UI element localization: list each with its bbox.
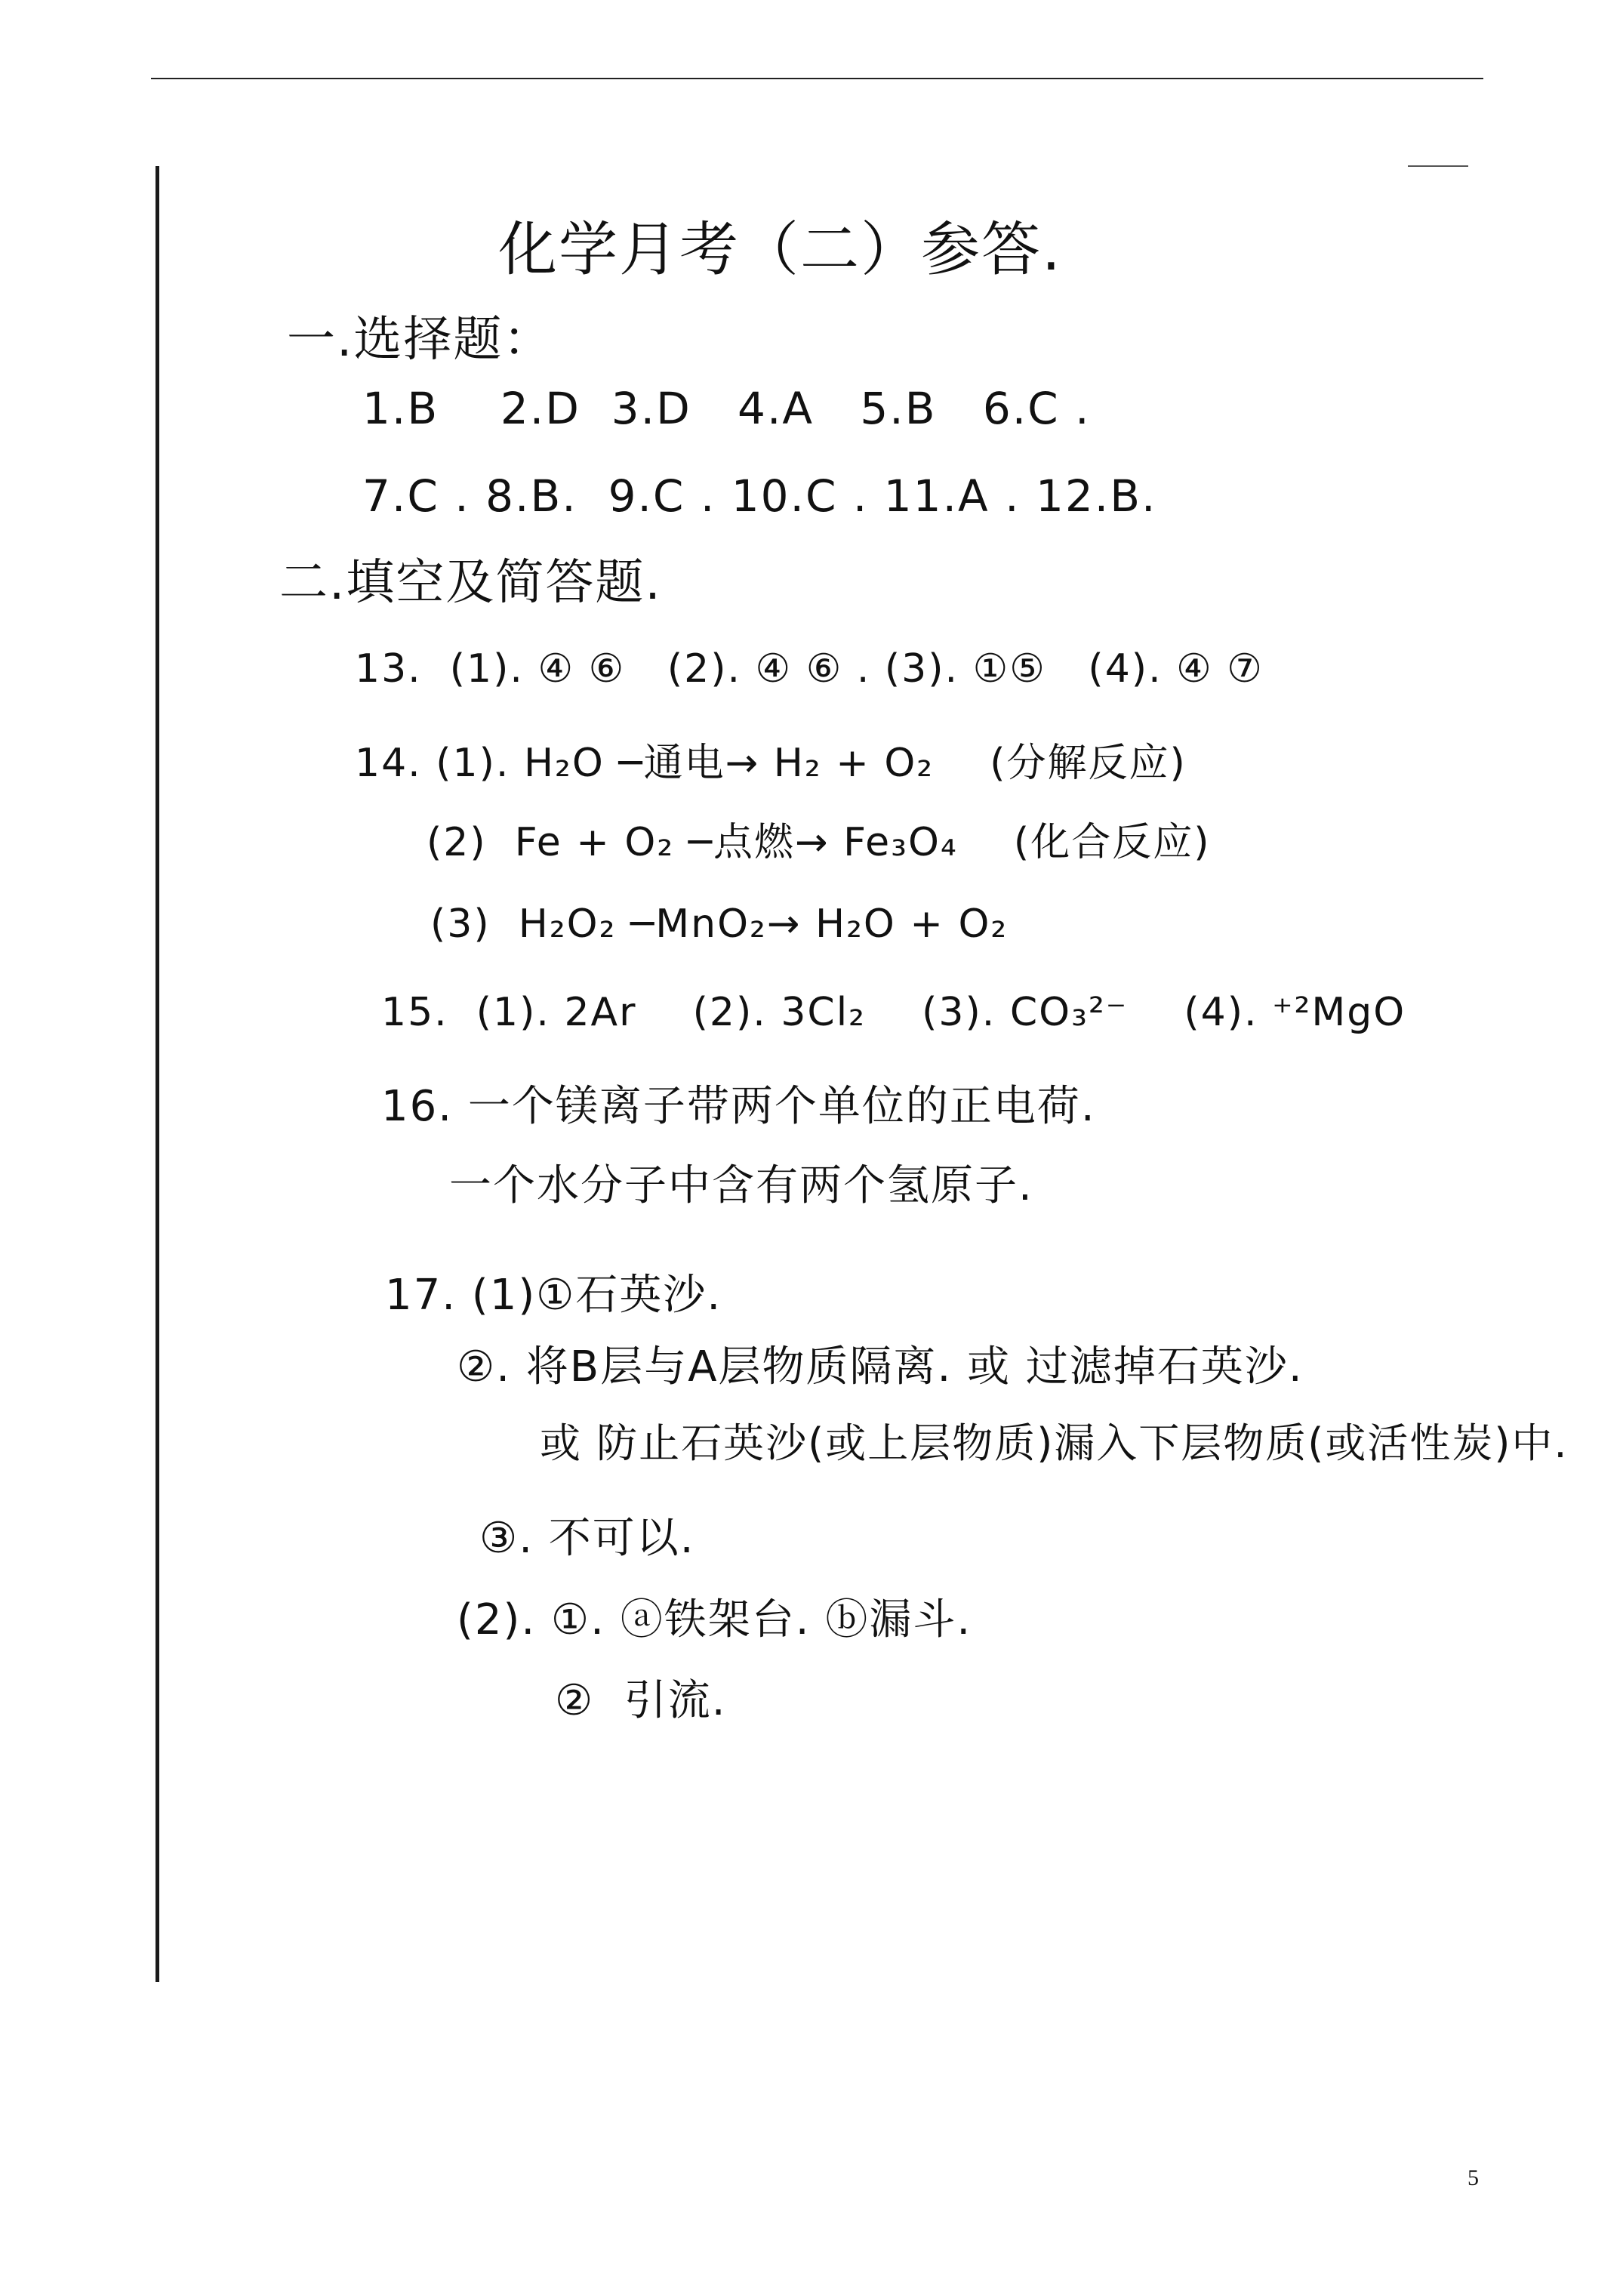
answer-17-line-5: (2). ①. ⓐ铁架台. ⓑ漏斗. [457,1595,972,1644]
choice-answers-row-2: 7.C . 8.B. 9.C . 10.C . 11.A . 12.B. [362,470,1157,522]
answer-14-line-2: (2) Fe + O₂ ─点燃→ Fe₃O₄ (化合反应) [427,820,1211,865]
answer-17-line-1: 17. (1)①石英沙. [385,1271,722,1320]
page-top-rule [151,78,1483,79]
answer-17-line-2: ②. 将B层与A层物质隔离. 或 过滤掉石英沙. [457,1342,1304,1391]
corner-mark [1408,165,1468,167]
answer-14-line-3: (3) H₂O₂ ─MnO₂→ H₂O + O₂ [430,901,1009,947]
binding-margin-line [156,166,159,1982]
answer-16-line-2: 一个水分子中含有两个氢原子. [449,1161,1033,1210]
page-title: 化学月考（二）参答. [498,216,1062,284]
answer-15: 15. (1). 2Ar (2). 3Cl₂ (3). CO₃²⁻ (4). ⁺²MgO [381,990,1406,1035]
answer-13: 13. (1). ④ ⑥ (2). ④ ⑥ . (3). ①⑤ (4). ④ ⑦ [355,646,1264,692]
page-number: 5 [1467,2165,1479,2190]
answer-17-line-6: ② 引流. [555,1676,727,1725]
choice-answers-row-1: 1.B 2.D 3.D 4.A 5.B 6.C . [362,383,1091,434]
answer-17-line-3: 或 防止石英沙(或上层物质)漏入下层物质(或活性炭)中. [540,1419,1569,1467]
answer-16-line-1: 16. 一个镁离子带两个单位的正电荷. [381,1082,1096,1131]
answer-17-line-4: ③. 不可以. [479,1514,695,1563]
section-heading-fill: 二.填空及简答题. [279,555,662,611]
section-heading-choice: 一.选择题： [287,312,553,368]
answer-14-line-1: 14. (1). H₂O ─通电→ H₂ + O₂ (分解反应) [355,741,1187,786]
